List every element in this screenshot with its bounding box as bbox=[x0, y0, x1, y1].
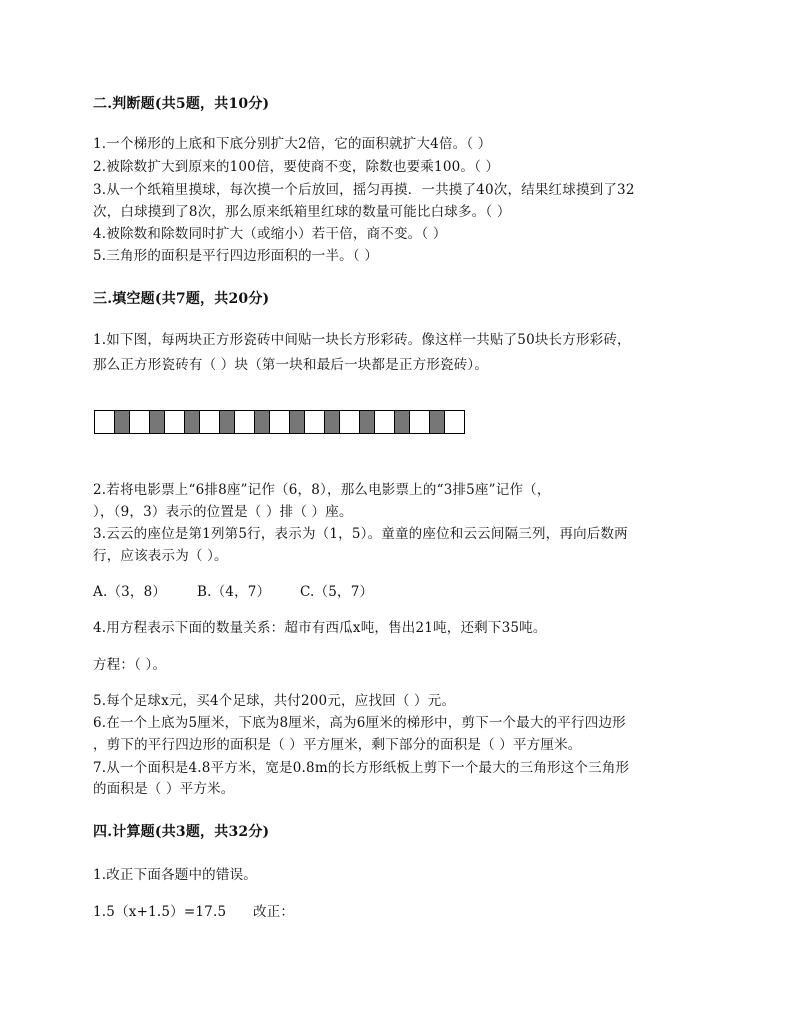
judgment-question-3-line-1: 3.从一个纸箱里摸球，每次摸一个后放回，摇匀再摸．一共摸了40次，结果红球摸到了32 bbox=[93, 182, 635, 198]
rectangular-colored-tile bbox=[429, 410, 446, 434]
section-heading-fill-in: 三.填空题(共7题，共20分) bbox=[93, 291, 270, 307]
section-heading-calculation: 四.计算题(共3题，共32分) bbox=[93, 824, 270, 840]
square-tile bbox=[94, 410, 115, 434]
fill-question-7-line-2: 的面积是（ ）平方米。 bbox=[93, 781, 235, 797]
rectangular-colored-tile bbox=[114, 410, 131, 434]
square-tile bbox=[374, 410, 395, 434]
square-tile bbox=[339, 410, 360, 434]
fill-question-6-line-1: 6.在一个上底为5厘米，下底为8厘米，高为6厘米的梯形中，剪下一个最大的平行四边形 bbox=[93, 715, 626, 731]
option-a: A.（3，8） bbox=[93, 584, 167, 600]
rectangular-colored-tile bbox=[254, 410, 271, 434]
fill-question-5: 5.每个足球x元，买4个足球，共付200元，应找回（ ）元。 bbox=[93, 693, 456, 709]
rectangular-colored-tile bbox=[289, 410, 306, 434]
judgment-question-2: 2.被除数扩大到原来的100倍，要使商不变，除数也要乘100。（ ） bbox=[93, 159, 500, 175]
rectangular-colored-tile bbox=[324, 410, 341, 434]
calc-expression: 1.5（x+1.5）=17.5 bbox=[93, 904, 227, 920]
fill-question-2-line-2: ），（9，3）表示的位置是（ ）排（ ）座。 bbox=[93, 504, 353, 520]
fill-question-4-answer: 方程：（ ）。 bbox=[93, 657, 167, 673]
rectangular-colored-tile bbox=[184, 410, 201, 434]
square-tile bbox=[234, 410, 255, 434]
fill-question-1-line-1: 1.如下图，每两块正方形瓷砖中间贴一块长方形彩砖。像这样一共贴了50块长方形彩砖， bbox=[93, 332, 631, 348]
fill-question-7-line-1: 7.从一个面积是4.8平方米，宽是0.8m的长方形纸板上剪下一个最大的三角形这个三角形 bbox=[93, 760, 630, 776]
fill-question-1-line-2: 那么正方形瓷砖有（ ）块（第一块和最后一块都是正方形瓷砖）。 bbox=[93, 357, 489, 373]
section-heading-judgment: 二.判断题(共5题，共10分) bbox=[93, 96, 270, 112]
square-tile bbox=[199, 410, 220, 434]
judgment-question-3-line-2: 次，白球摸到了8次，那么原来纸箱里红球的数量可能比白球多。（ ） bbox=[93, 204, 511, 220]
fill-question-3-line-1: 3.云云的座位是第1列第5行，表示为（1，5）。童童的座位和云云间隔三列，再向后数两 bbox=[93, 526, 628, 542]
rectangular-colored-tile bbox=[394, 410, 411, 434]
fill-question-3-options bbox=[93, 583, 373, 602]
calc-question-1: 1.改正下面各题中的错误。 bbox=[93, 867, 257, 883]
judgment-question-1: 1.一个梯形的上底和下底分别扩大2倍，它的面积就扩大4倍。（ ） bbox=[93, 136, 492, 152]
correction-label: 改正： bbox=[253, 904, 295, 920]
rectangular-colored-tile bbox=[219, 410, 236, 434]
calc-question-1-expression-row bbox=[93, 903, 294, 922]
judgment-question-4: 4.被除数和除数同时扩大（或缩小）若干倍，商不变。（ ） bbox=[93, 226, 447, 242]
rectangular-colored-tile bbox=[359, 410, 376, 434]
fill-question-4: 4.用方程表示下面的数量关系：超市有西瓜x吨，售出21吨，还剩下35吨。 bbox=[93, 620, 547, 636]
rectangular-colored-tile bbox=[149, 410, 166, 434]
option-b: B.（4，7） bbox=[197, 584, 271, 600]
square-tile bbox=[444, 410, 465, 434]
fill-question-2-line-1: 2.若将电影票上“6排8座”记作（6，8），那么电影票上的“3排5座”记作（， bbox=[93, 482, 551, 498]
square-tile bbox=[409, 410, 430, 434]
square-tile bbox=[164, 410, 185, 434]
judgment-question-5: 5.三角形的面积是平行四边形面积的一半。（ ） bbox=[93, 248, 379, 264]
tile-strip-figure bbox=[94, 410, 465, 434]
option-c: C.（5，7） bbox=[300, 584, 374, 600]
fill-question-3-line-2: 行，应该表示为（ ）。 bbox=[93, 548, 228, 564]
square-tile bbox=[304, 410, 325, 434]
fill-question-6-line-2: ，剪下的平行四边形的面积是（ ）平方厘米，剩下部分的面积是（ ）平方厘米。 bbox=[93, 737, 582, 753]
square-tile bbox=[269, 410, 290, 434]
square-tile bbox=[129, 410, 150, 434]
